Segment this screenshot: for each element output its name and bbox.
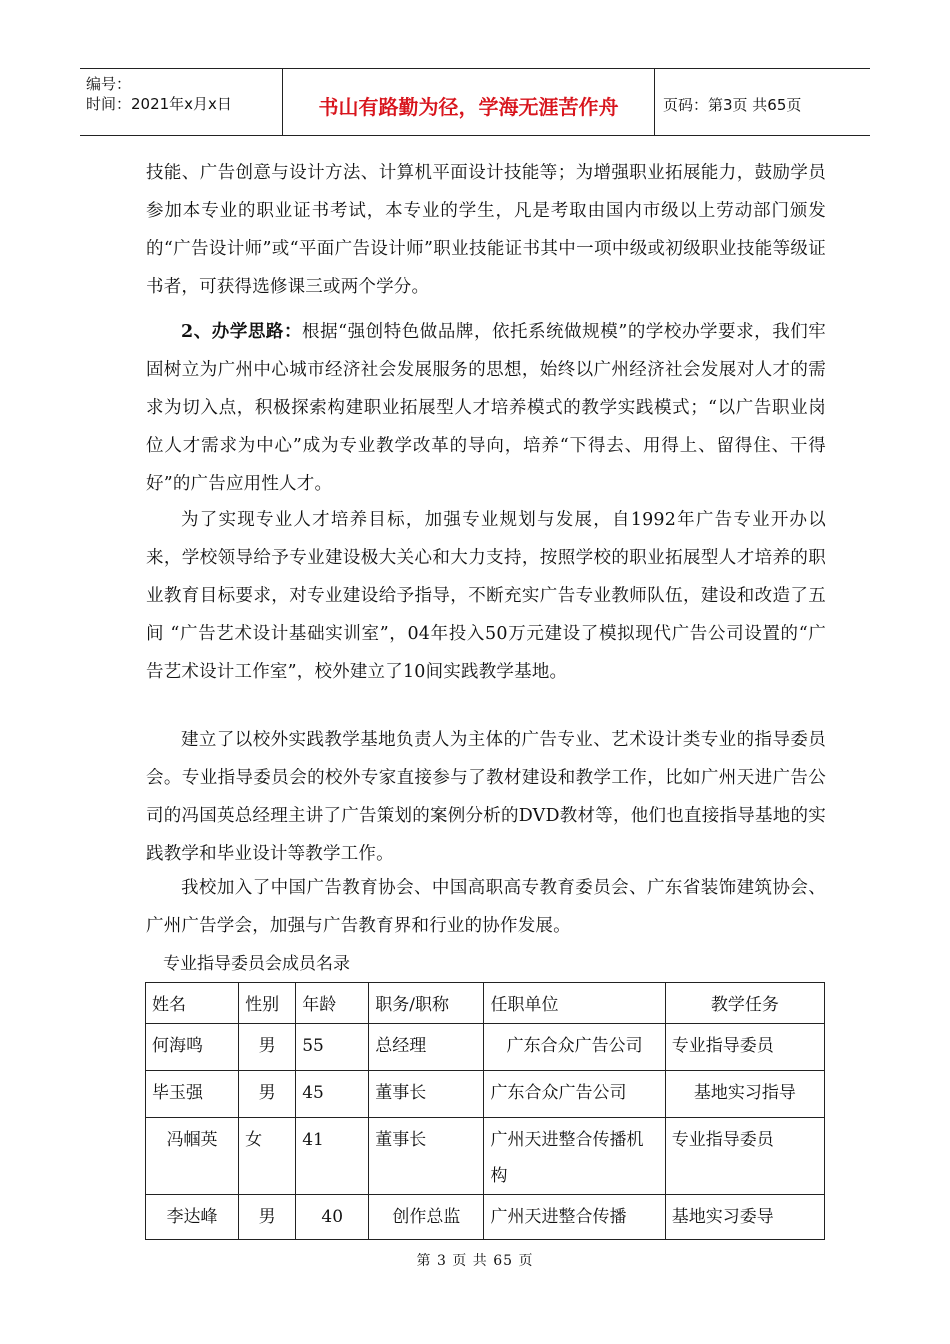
table-header-cell: 姓名 [146,983,239,1024]
table-cell: 何海鸣 [146,1024,239,1071]
table-row [146,1071,825,1118]
table-cell: 广东合众广告公司 [484,1024,665,1071]
table-cell: 40 [296,1195,369,1240]
table-cell: 广东合众广告公司 [484,1071,665,1118]
page-footer: 第 3 页 共 65 页 [416,1253,534,1269]
table-header-cell: 任职单位 [484,983,665,1024]
paragraph-school-philosophy-text: 根据“强创特色做品牌，依托系统做规模”的学校办学要求，我们牢固树立为广州中心城市经济社会发展服务的思想，始终以广州经济社会发展对人才的需求为切入点，积极探索构建职业拓展型人才培养模式的教学实践模式；“以广告职业岗位人才需求为中心”成为专业教学改革的导向，培养“下得去、用得上、留得住、干得好”的广告应用性人才。 [146,322,826,494]
paragraph-skills: 技能、广告创意与设计方法、计算机平面设计技能等；为增强职业拓展能力，鼓励学员参加本专业的职业证书考试，本专业的学生，凡是考取由国内市级以上劳动部门颁发的“广告设计师”或“平面广告设计师”职业技能证书其中一项中级或初级职业技能等级证书者，可获得选修课三或两个学分。 [146,163,826,297]
table-header-cell: 年龄 [296,983,369,1024]
table-cell: 55 [296,1024,369,1071]
table-header-cell: 职务/职称 [369,983,484,1024]
table-cell: 广州天进整合传播 [484,1195,665,1240]
table-cell: 创作总监 [369,1195,484,1240]
document-number-label: 编号： [86,75,132,93]
paragraph-committee: 建立了以校外实践教学基地负责人为主体的广告专业、艺术设计类专业的指导委员会。专业指导委员会的校外专家直接参与了教材建设和教学工作，比如广州天进广告公司的冯国英总经理主讲了广告策划的案例分析的DVD教材等，他们也直接指导基地的实践教学和毕业设计等教学工作。 [146,730,826,864]
table-cell: 41 [296,1118,369,1195]
header-motto: 书山有路勤为径，学海无涯苦作舟 [283,69,655,135]
table-cell: 冯帼英 [146,1118,239,1195]
table-header-cell: 性别 [239,983,296,1024]
table-cell: 女 [239,1118,296,1195]
table-cell: 总经理 [369,1024,484,1071]
table-cell: 李达峰 [146,1195,239,1240]
table-caption: 专业指导委员会成员名录 [163,954,350,974]
table-cell: 45 [296,1071,369,1118]
page-header [80,68,870,136]
table-cell: 专业指导委员 [665,1024,824,1071]
table-cell: 毕玉强 [146,1071,239,1118]
header-page-label: 页码：第3页 共65页 [663,95,802,114]
table-cell: 董事长 [369,1118,484,1195]
table-cell: 男 [239,1195,296,1240]
paragraph-school-philosophy [146,313,826,503]
table-header-row [146,983,825,1024]
table-header-cell: 教学任务 [665,983,824,1024]
table-cell: 基地实习委导 [665,1195,824,1240]
paragraph-development: 为了实现专业人才培养目标，加强专业规划与发展，自1992年广告专业开办以来，学校领导给予专业建设极大关心和大力支持，按照学校的职业拓展型人才培养的职业教育目标要求，对专业建设给予指导，不断充实广告专业教师队伍，建设和改造了五间 “广告艺术设计基础实训室”，04年投入50万元建设了模拟现代广告公司设置的“广告艺术设计工作室”，校外建立了10间实践教学基地。 [146,510,826,682]
table-cell: 男 [239,1024,296,1071]
document-time-label: 时间：2021年x月x日 [86,95,232,113]
table-cell: 基地实习指导 [665,1071,824,1118]
section-heading: 2、办学思路： [181,322,303,342]
paragraph-associations: 我校加入了中国广告教育协会、中国高职高专教育委员会、广东省装饰建筑协会、广州广告学会，加强与广告教育界和行业的协作发展。 [146,878,826,936]
table-cell: 广州天进整合传播机构 [484,1118,665,1195]
table-row [146,1118,825,1195]
header-meta [80,69,283,135]
table-cell: 男 [239,1071,296,1118]
table-cell: 专业指导委员 [665,1118,824,1195]
table-cell: 董事长 [369,1071,484,1118]
table-row [146,1195,825,1240]
table-row [146,1024,825,1071]
committee-members-table [145,982,825,1240]
